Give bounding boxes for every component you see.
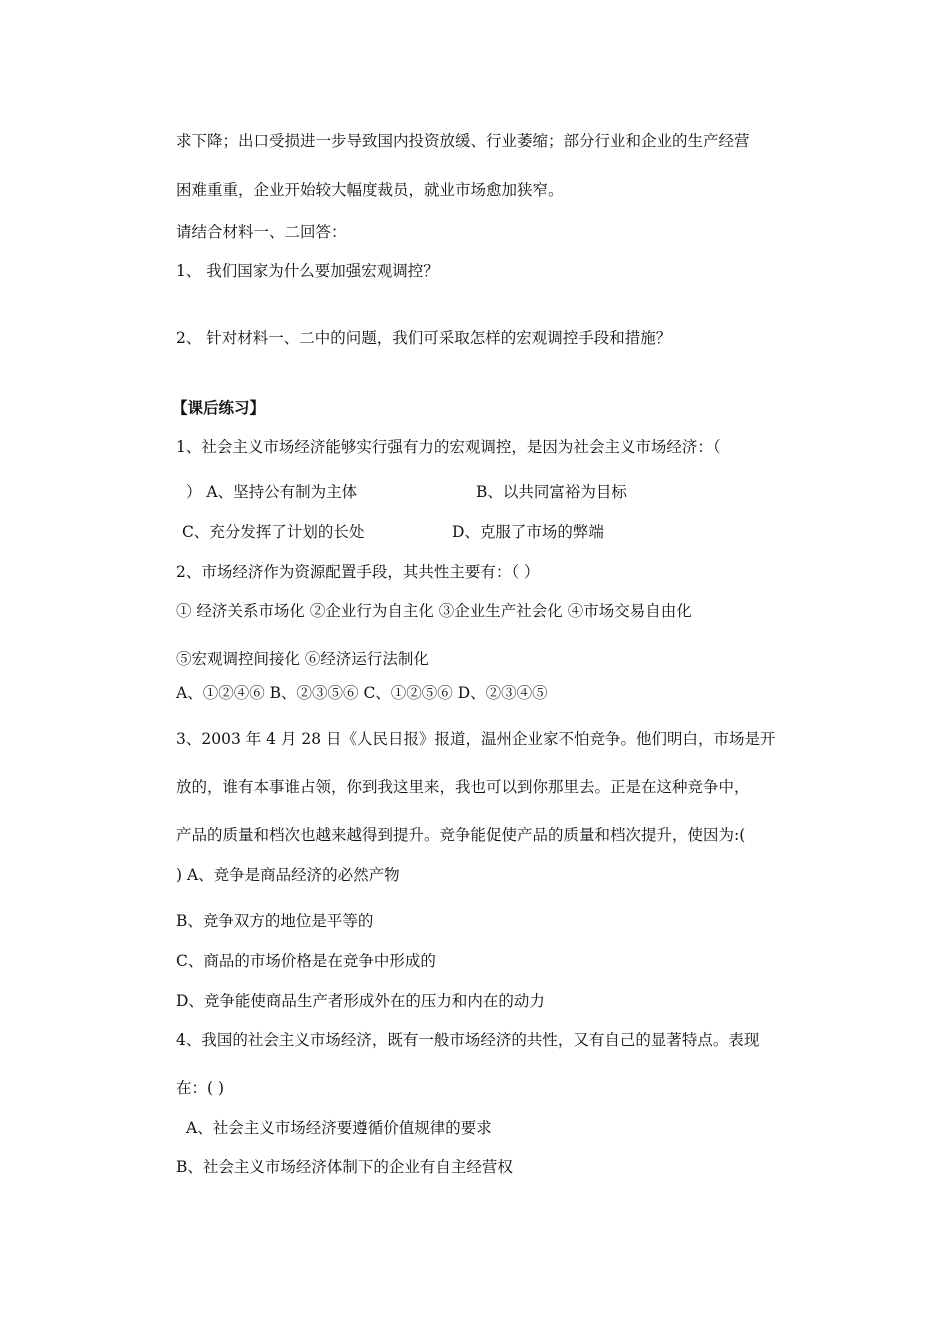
problem-3-stem-3: 产品的质量和档次也越来越得到提升。竞争能促使产品的质量和档次提升，使因为:(: [176, 826, 746, 844]
problem-2-items-1: ① 经济关系市场化 ②企业行为自主化 ③企业生产社会化 ④市场交易自由化: [176, 602, 692, 620]
problem-3-stem-2: 放的，谁有本事谁占领，你到我这里来，我也可以到你那里去。正是在这种竞争中，: [176, 778, 750, 796]
problem-2-stem: 2、市场经济作为资源配置手段，其共性主要有：（ ）: [176, 563, 540, 581]
problem-4-option-a: A、社会主义市场经济要遵循价值规律的要求: [186, 1119, 492, 1137]
problem-3-option-a: ) A、竞争是商品经济的必然产物: [176, 866, 400, 884]
question-2: 2、 针对材料一、二中的问题，我们可采取怎样的宏观调控手段和措施？: [176, 329, 672, 347]
problem-1-option-a: ） A、坚持公有制为主体: [186, 483, 358, 501]
exercise-heading: 【课后练习】: [172, 398, 266, 417]
intro-line-2: 困难重重，企业开始较大幅度裁员，就业市场愈加狭窄。: [176, 181, 564, 199]
answer-prompt: 请结合材料一、二回答：: [176, 223, 347, 241]
problem-3-option-b: B、竞争双方的地位是平等的: [176, 912, 374, 930]
problem-3-option-c: C、商品的市场价格是在竞争中形成的: [176, 952, 436, 970]
problem-4-stem-2: 在：( ): [176, 1079, 225, 1097]
question-1: 1、 我们国家为什么要加强宏观调控？: [176, 262, 439, 280]
problem-1-option-b: B、以共同富裕为目标: [476, 483, 627, 501]
problem-1-option-c: C、充分发挥了计划的长处: [182, 523, 365, 541]
intro-line-1: 求下降；出口受损进一步导致国内投资放缓、行业萎缩；部分行业和企业的生产经营: [176, 132, 750, 150]
problem-3-stem-1: 3、2003 年 4 月 28 日《人民日报》报道，温州企业家不怕竞争。他们明白，市场是开: [176, 730, 776, 748]
problem-3-option-d: D、竞争能使商品生产者形成外在的压力和内在的动力: [176, 992, 545, 1010]
problem-2-options: A、①②④⑥ B、②③⑤⑥ C、①②⑤⑥ D、②③④⑤: [176, 684, 548, 702]
problem-2-items-2: ⑤宏观调控间接化 ⑥经济运行法制化: [176, 650, 429, 668]
problem-4-stem-1: 4、我国的社会主义市场经济，既有一般市场经济的共性，又有自己的显著特点。表现: [176, 1031, 760, 1049]
problem-1-option-d: D、克服了市场的弊端: [452, 523, 604, 541]
problem-1-stem: 1、社会主义市场经济能够实行强有力的宏观调控，是因为社会主义市场经济：（: [176, 438, 721, 456]
problem-4-option-b: B、社会主义市场经济体制下的企业有自主经营权: [176, 1158, 513, 1176]
